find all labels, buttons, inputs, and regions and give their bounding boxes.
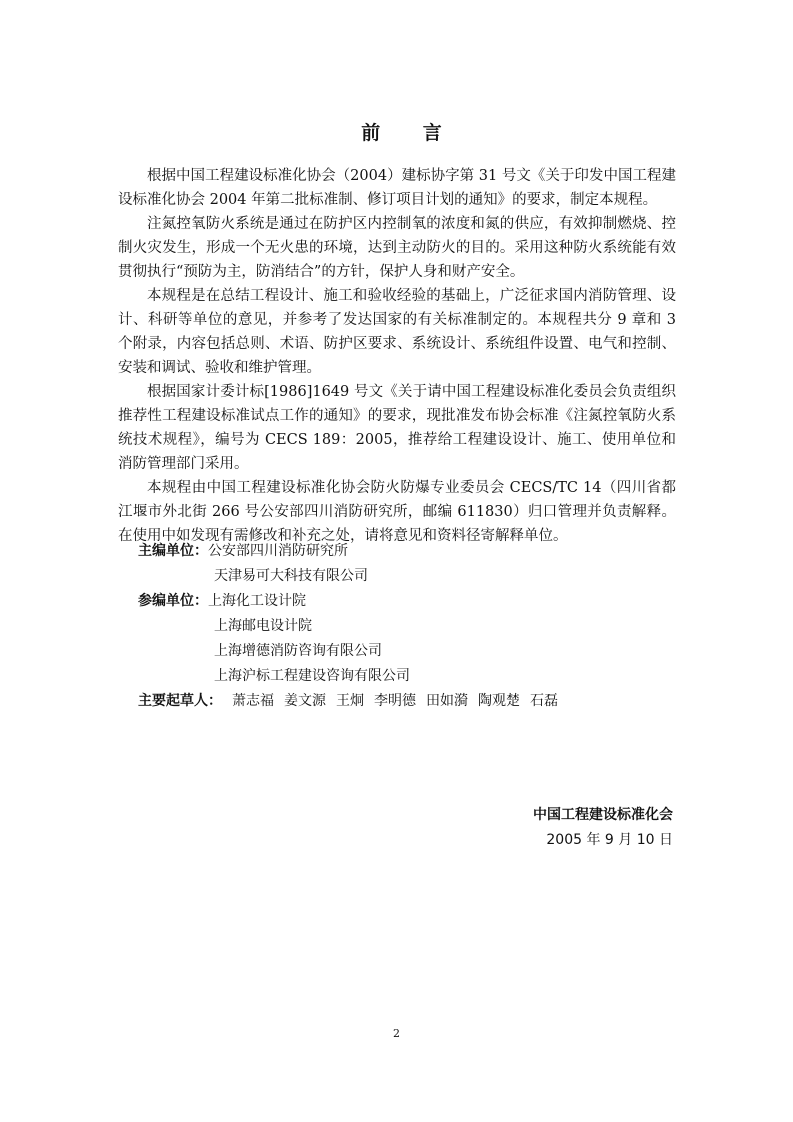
drafter-name: 陶观楚 xyxy=(478,693,520,709)
page-number: 2 xyxy=(393,1027,400,1040)
drafter-name: 萧志福 xyxy=(232,693,274,709)
paragraph-1: 根据中国工程建设标准化协会（2004）建标协字第 31 号文《关于印发中国工程建设标准化协会 2004 年第二批标准制、修订项目计划的通知》的要求，制定本规程。 xyxy=(118,168,676,208)
chief-editor-row xyxy=(138,539,678,564)
participant-row xyxy=(138,664,678,689)
signature-org: 中国工程建设标准化会 xyxy=(533,807,673,823)
participant-unit: 上海沪标工程建设咨询有限公司 xyxy=(214,668,410,684)
contributors-section xyxy=(138,539,678,714)
drafter-name: 姜文源 xyxy=(284,693,326,709)
participant-row xyxy=(138,614,678,639)
paragraph-4: 根据国家计委计标[1986]1649 号文《关于请中国工程建设标准化委员会负责组织推荐性工程建设标准试点工作的通知》的要求，现批准发布协会标准《注氮控氧防火系统技术规程》，编号为 CECS 189：2005，推荐给工程建设设计、施工、使用单位和消防管理部门采用。 xyxy=(118,384,676,472)
chief-editor-row xyxy=(138,564,678,589)
page-title: 前 言 xyxy=(361,122,460,144)
paragraph-5: 本规程由中国工程建设标准化协会防火防爆专业委员会 CECS/TC 14（四川省都江堰市外北街 266 号公安部四川消防研究所，邮编 611830）归口管理并负责解释。在使用中如发现有需修改和补充之处，请将意见和资料径寄解释单位。 xyxy=(118,480,676,544)
participant-unit: 上海邮电设计院 xyxy=(214,618,312,634)
preface-body xyxy=(118,164,676,548)
chief-editor-label: 主编单位： xyxy=(138,543,208,559)
signature-block xyxy=(533,803,673,853)
participant-row xyxy=(138,589,678,614)
participant-row xyxy=(138,639,678,664)
chief-editor-unit: 天津易可大科技有限公司 xyxy=(214,568,368,584)
participant-unit: 上海化工设计院 xyxy=(208,593,306,609)
drafters-label: 主要起草人： xyxy=(138,693,222,709)
paragraph-2: 注氮控氧防火系统是通过在防护区内控制氧的浓度和氮的供应，有效抑制燃烧、控制火灾发生，形成一个无火患的环境，达到主动防火的目的。采用这种防火系统能有效贯彻执行“预防为主，防消结合”的方针，保护人身和财产安全。 xyxy=(118,216,676,280)
chief-editor-unit: 公安部四川消防研究所 xyxy=(208,543,348,559)
signature-date: 2005 年 9 月 10 日 xyxy=(546,832,673,848)
drafter-name: 田如漪 xyxy=(426,693,468,709)
drafters-row xyxy=(138,689,678,714)
drafter-name: 李明德 xyxy=(374,693,416,709)
paragraph-3: 本规程是在总结工程设计、施工和验收经验的基础上，广泛征求国内消防管理、设计、科研等单位的意见，并参考了发达国家的有关标准制定的。本规程共分 9 章和 3 个附录，内容包括总则、术语、防护区要求、系统设计、系统组件设置、电气和控制、安装和调试、验收和维护管理。 xyxy=(118,288,676,376)
participant-label: 参编单位： xyxy=(138,593,208,609)
drafter-name: 王炯 xyxy=(336,693,364,709)
drafter-name: 石磊 xyxy=(530,693,558,709)
participant-unit: 上海增德消防咨询有限公司 xyxy=(214,643,382,659)
